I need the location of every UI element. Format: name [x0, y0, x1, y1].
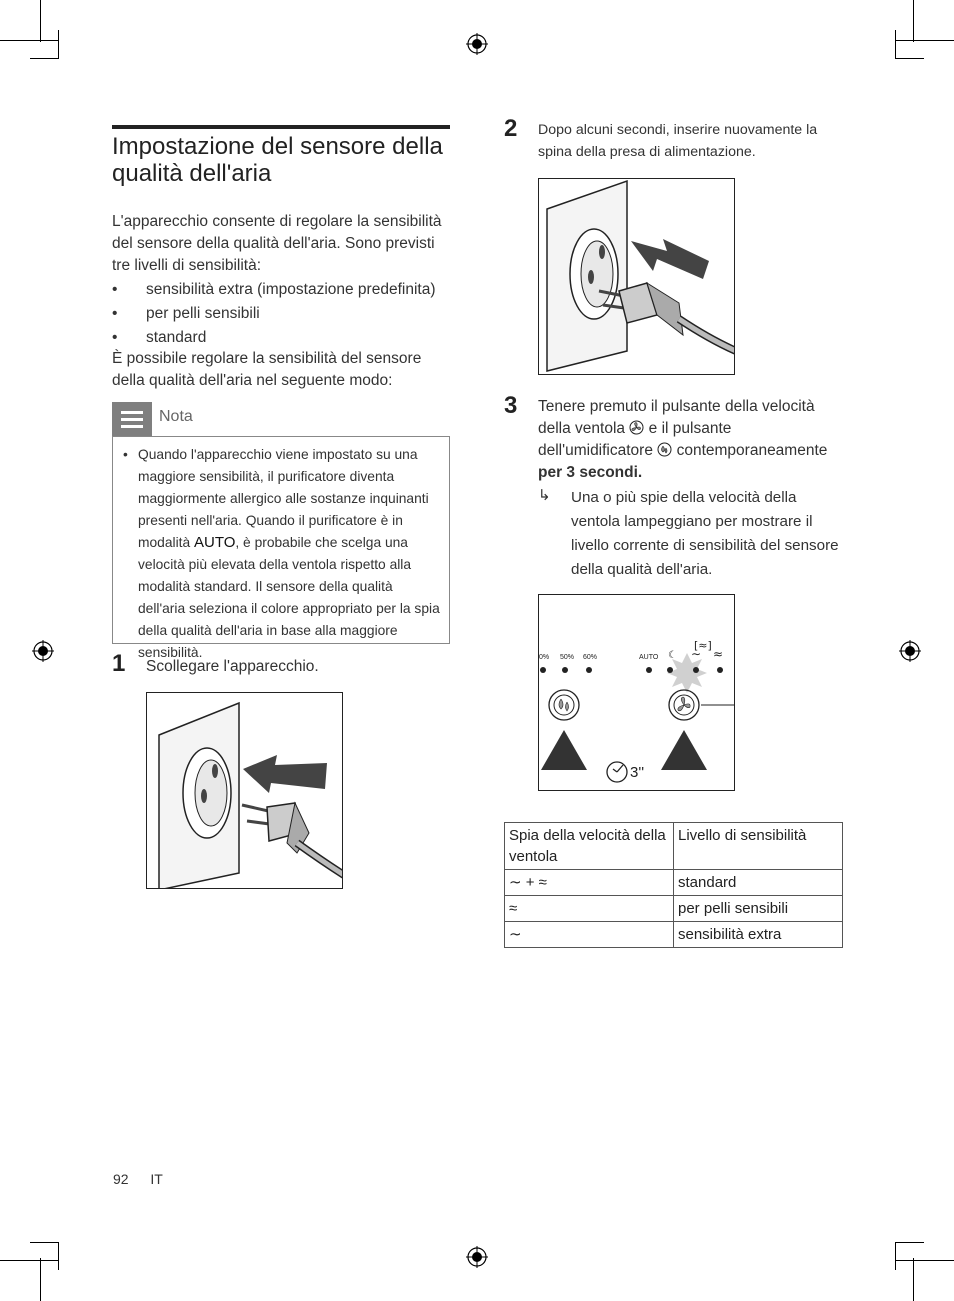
list-item: • per pelli sensibili — [112, 302, 452, 326]
fan-speed-button-icon — [629, 420, 644, 435]
page-number: 92 — [113, 1171, 129, 1187]
title-rule — [112, 125, 450, 129]
note-text: • Quando l'apparecchio viene impostato su una maggiore sensibilità, il purificatore diventa maggiormente allergico alle sostanze inquinanti presenti nell'aria. Quando il purificatore è in modalità AUTO, è probabile che scelga una velocità più elevata della ventola rispetto alla modalità standard. Il sensore della qualità dell'aria seleziona il colore appropriato per la spia della qualità dell'aria in base alla maggiore sensibilità. — [113, 437, 449, 664]
level-cell: per pelli sensibili — [674, 896, 843, 922]
auto-label: AUTO — [639, 654, 659, 661]
duration-text: per 3 secondi. — [538, 464, 643, 481]
step-number: 3 — [504, 392, 518, 419]
level-cell: sensibilità extra — [674, 922, 843, 948]
language-code: IT — [150, 1171, 163, 1187]
list-item: • sensibilità extra (impostazione predefinita) — [112, 278, 452, 302]
registration-mark-icon — [466, 33, 488, 55]
humidifier-button-icon — [657, 442, 672, 457]
intro-paragraph: L'apparecchio consente di regolare la sensibilità del sensore della qualità dell'aria. Sono previsti tre livelli di sensibilità: — [112, 213, 442, 274]
list-item: • standard — [112, 326, 452, 350]
result-arrow-icon: ↳ — [538, 487, 551, 504]
auto-mode-label: AUTO — [193, 534, 236, 551]
svg-text:≈: ≈ — [713, 647, 724, 661]
control-panel-illustration — [538, 594, 735, 791]
table-row — [505, 896, 843, 922]
table-row — [505, 870, 843, 896]
step-number: 1 — [112, 650, 126, 677]
table-row — [505, 922, 843, 948]
indicator-cell: ∼ — [505, 922, 674, 948]
page-title: Impostazione del sensore della qualità dell'aria — [112, 133, 443, 187]
after-list-paragraph: È possibile regolare la sensibilità del sensore della qualità dell'aria nel seguente modo: — [112, 350, 422, 389]
indicator-cell: ≈ — [505, 896, 674, 922]
step-text: Dopo alcuni secondi, inserire nuovamente la spina della presa di alimentazione. — [538, 122, 818, 160]
sensitivity-list — [112, 278, 452, 350]
speed-label: 0% — [539, 654, 550, 661]
table-header: Spia della velocità della ventola — [505, 823, 674, 870]
step-text: Scollegare l'apparecchio. — [146, 658, 319, 675]
unplug-illustration — [146, 692, 343, 889]
note-box — [112, 436, 450, 660]
svg-text:[≈]: [≈] — [694, 639, 712, 652]
speed-label: 50% — [560, 654, 575, 661]
note-header — [112, 402, 450, 436]
step-text: Tenere premuto il pulsante della velocità della ventola e il pulsante dell'umidificatore contemporaneamente per 3 secondi. — [538, 398, 828, 481]
speed-label: 60% — [583, 654, 598, 661]
note-icon — [112, 402, 152, 436]
registration-mark-icon — [32, 640, 54, 662]
indicator-cell: ∼ + ≈ — [505, 870, 674, 896]
page-footer — [113, 1171, 163, 1187]
step-number: 2 — [504, 115, 518, 142]
table-header: Livello di sensibilità — [674, 823, 843, 870]
svg-text:☾: ☾ — [668, 650, 677, 661]
plug-in-illustration — [538, 178, 735, 375]
level-cell: standard — [674, 870, 843, 896]
note-label: Nota — [159, 408, 193, 425]
svg-text:∼: ∼ — [691, 647, 702, 661]
registration-mark-icon — [466, 1246, 488, 1268]
sensitivity-table — [504, 822, 843, 948]
registration-mark-icon — [899, 640, 921, 662]
result-text: Una o più spie della velocità della ventola lampeggiano per mostrare il livello corrente di sensibilità del sensore della qualità dell'aria. — [571, 489, 839, 578]
timer-label: 3'' — [630, 764, 645, 781]
